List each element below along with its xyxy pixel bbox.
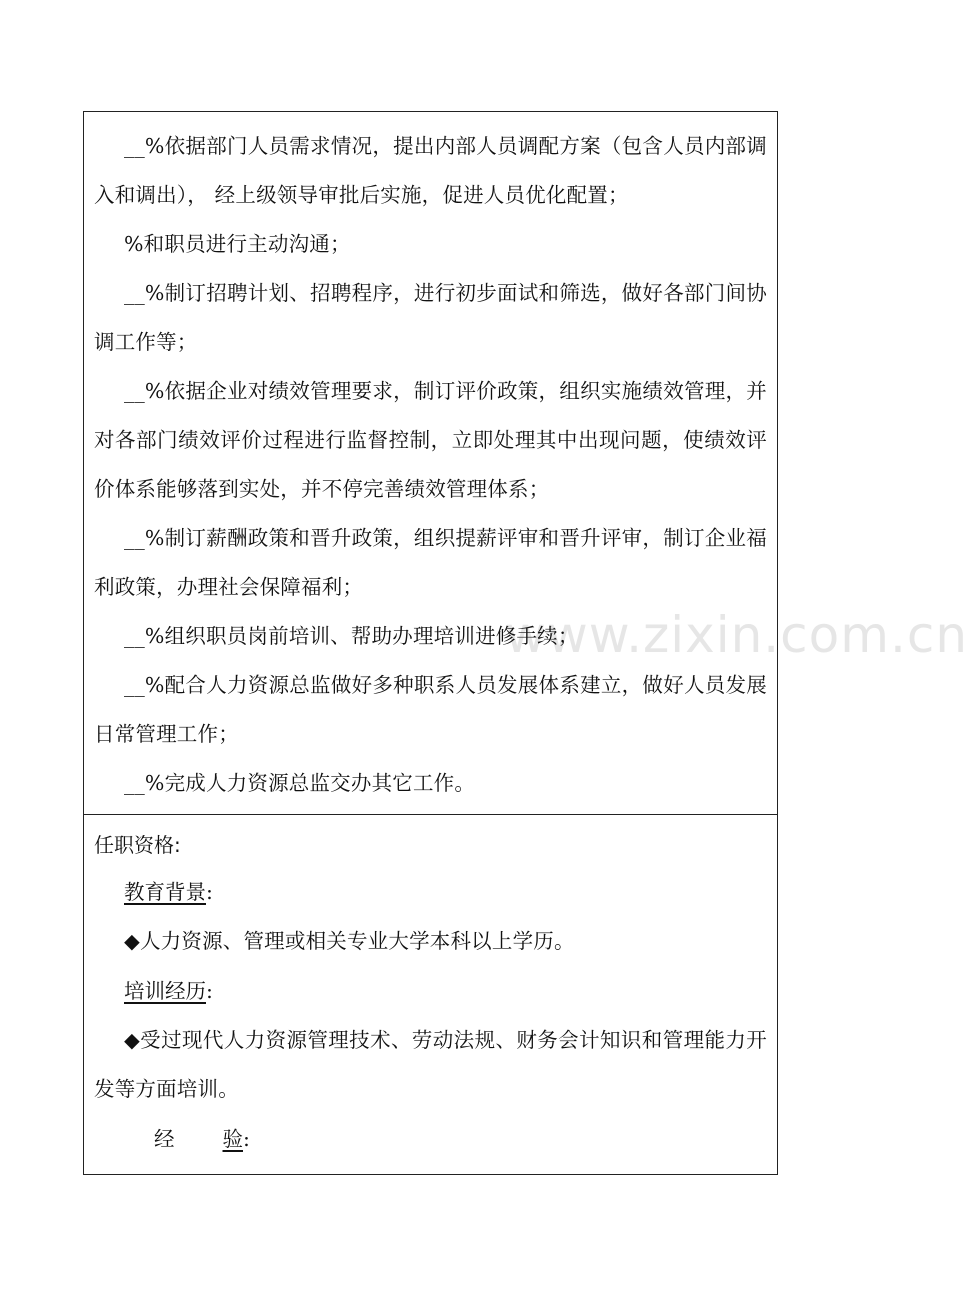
education-heading-label: 教育背景 bbox=[124, 880, 206, 904]
experience-heading-colon: : bbox=[243, 1127, 250, 1151]
duty-item: __%完成人力资源总监交办其它工作。 bbox=[124, 771, 476, 795]
duty-item: __%依据部门人员需求情况，提出内部人员调配方案（包含人员内部调入和调出）， 经上级领导审批后实施，促进人员优化配置； bbox=[94, 134, 767, 207]
training-heading bbox=[94, 966, 767, 1016]
duty-item: __%组织职员岗前培训、帮助办理培训进修手续； bbox=[124, 624, 579, 648]
duty-item: __%依据企业对绩效管理要求，制订评价政策，组织实施绩效管理，并对各部门绩效评价过程进行监督控制，立即处理其中出现问题，使绩效评价体系能够落到实处，并不停完善绩效管理体系； bbox=[94, 379, 767, 501]
education-item: ◆人力资源、管理或相关专业大学本科以上学历。 bbox=[124, 929, 575, 953]
experience-heading-label bbox=[124, 1127, 243, 1151]
education-heading-colon: : bbox=[206, 880, 213, 904]
duty-item: __%配合人力资源总监做好多种职系人员发展体系建立，做好人员发展日常管理工作； bbox=[94, 673, 767, 746]
experience-heading-char-2: 验 bbox=[222, 1127, 243, 1151]
watermark: www.zixin.com.cn bbox=[505, 606, 968, 664]
duty-item: %和职员进行主动沟通； bbox=[124, 232, 351, 256]
duties-cell bbox=[84, 112, 777, 814]
training-heading-colon: : bbox=[206, 979, 213, 1003]
training-heading-label: 培训经历 bbox=[124, 979, 206, 1003]
duty-item: __%制订招聘计划、招聘程序，进行初步面试和筛选，做好各部门间协调工作等； bbox=[94, 281, 767, 354]
job-description-table bbox=[83, 111, 778, 1175]
experience-heading-char-1: 经 bbox=[154, 1127, 223, 1151]
training-item: ◆受过现代人力资源管理技术、劳动法规、财务会计知识和管理能力开发等方面培训。 bbox=[94, 1028, 767, 1101]
qualifications-title: 任职资格: bbox=[94, 833, 181, 857]
experience-heading bbox=[94, 1114, 767, 1164]
education-heading bbox=[94, 867, 767, 917]
qualifications-cell bbox=[84, 814, 777, 1174]
duty-item: __%制订薪酬政策和晋升政策，组织提薪评审和晋升评审，制订企业福利政策，办理社会保障福利； bbox=[94, 526, 767, 599]
